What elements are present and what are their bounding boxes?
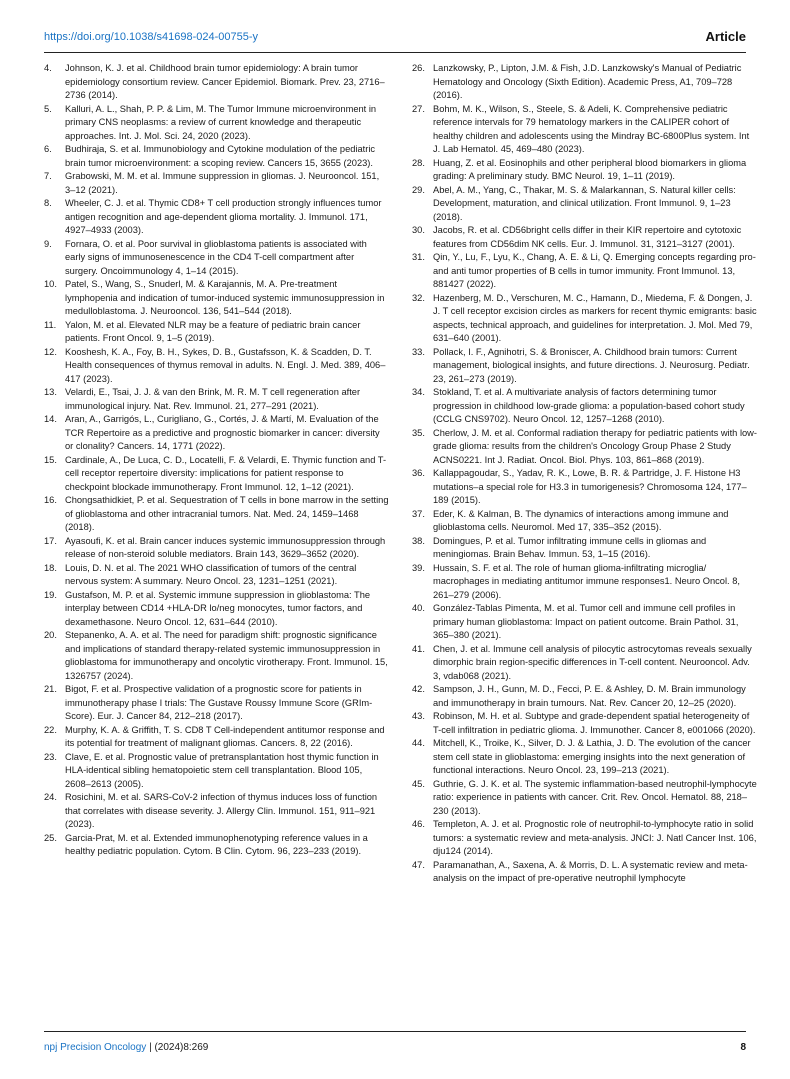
reference-text: Bohm, M. K., Wilson, S., Steele, S. & Adeli, K. Comprehensive pediatric reference intervals for 79 hematology markers in the CALIPER cohort of healthy children and adolescents using the Mindray BC-6800Plus system. Int J. Lab Hematol. 45, 469–480 (2023). [433, 103, 750, 154]
reference-number: 16 . [44, 494, 57, 508]
reference-number: 24 . [44, 791, 57, 805]
section-label: Article [705, 29, 746, 44]
reference-text: Yalon, M. et al. Elevated NLR may be a feature of pediatric brain cancer patients. Front Oncol. 9, 1–5 (2019). [65, 319, 361, 343]
reference-text: Murphy, K. A. & Griffith, T. S. CD8 T Cell-independent antitumor response and its potential for treatment of malignant gliomas. Cancers. 8, 22 (2016). [65, 724, 385, 748]
reference-number: 7 . [44, 170, 52, 184]
reference-number: 20 . [44, 629, 57, 643]
reference-item [44, 386, 389, 413]
reference-number: 36 . [412, 467, 425, 481]
reference-text: Budhiraja, S. et al. Immunobiology and Cytokine modulation of the pediatric brain tumor microenvironment: a scoping review. Cancers 15, 3655 (2023). [65, 144, 376, 168]
reference-item [412, 62, 759, 103]
reference-text: Qin, Y., Lu, F., Lyu, K., Chang, A. E. & Li, Q. Emerging concepts regarding pro- and anti tumor properties of B cells in tumor immunity. Front Immunol. 13, 881427 (2022). [433, 252, 756, 289]
reference-number: 26 . [412, 62, 425, 76]
reference-number: 47 . [412, 859, 425, 873]
reference-number: 45 . [412, 778, 425, 792]
reference-text: Gustafson, M. P. et al. Systemic immune suppression in glioblastoma: The interplay between CD14 +HLA-DR lo/neg monocytes, tumor factors, and dexamethasone. Neuro Oncol. 12, 631–644 (2010). [65, 589, 371, 627]
reference-number: 33 . [412, 346, 425, 360]
reference-item [44, 562, 389, 589]
reference-item [44, 346, 389, 387]
reference-text: Sampson, J. H., Gunn, M. D., Fecci, P. E. & Ashley, D. M. Brain immunology and immunotherapy in brain tumours. Nat. Rev. Cancer 20, 12–25 (2020). [433, 684, 746, 708]
reference-list-right [412, 62, 759, 886]
reference-item [44, 238, 389, 279]
reference-text: Cardinale, A., De Luca, C. D., Locatelli, F. & Velardi, E. Thymic function and T-cell receptor repertoire diversity: implications for patient response to checkpoint blockade immunotherapy. Front Immunol. 12, 1–12 (2021). [65, 454, 387, 492]
page-footer [44, 1042, 746, 1056]
reference-number: 18 . [44, 562, 57, 576]
reference-item [412, 710, 759, 737]
reference-number: 44 . [412, 737, 425, 751]
reference-item [412, 737, 759, 778]
reference-number: 6 . [44, 143, 52, 157]
reference-item [412, 467, 759, 508]
reference-item [44, 454, 389, 495]
reference-item [412, 859, 759, 886]
reference-number: 14 . [44, 413, 57, 427]
reference-text: Kalluri, A. L., Shah, P. P. & Lim, M. The Tumor Immune microenvironment in primary CNS neoplasms: a review of current knowledge and therapeutic approaches. Int. J. Mol. Sci. 24, 2020 (2023). [65, 103, 377, 141]
reference-number: 29 . [412, 184, 425, 198]
footer-rule [44, 1031, 746, 1032]
reference-item [412, 184, 759, 225]
reference-number: 41 . [412, 643, 425, 657]
reference-text: Domingues, P. et al. Tumor infiltrating immune cells in gliomas and meningiomas. Brain Behav. Immun. 53, 1–15 (2016). [433, 535, 707, 559]
reference-item [44, 143, 389, 170]
reference-text: Velardi, E., Tsai, J. J. & van den Brink, M. R. M. T cell regeneration after immunological injury. Nat. Rev. Immunol. 21, 277–291 (2021). [65, 387, 361, 411]
reference-number: 11 . [44, 319, 56, 333]
reference-item [412, 251, 759, 292]
reference-item [44, 170, 389, 197]
page-header [44, 31, 746, 47]
reference-item [44, 589, 389, 630]
reference-number: 5 . [44, 103, 52, 117]
reference-item [412, 508, 759, 535]
reference-number: 23 . [44, 751, 57, 765]
reference-text: Patel, S., Wang, S., Snuderl, M. & Karajannis, M. A. Pre-treatment lymphopenia and indication of tumor-induced systemic immunosuppression in medulloblastoma. J. Neurooncol. 136, 541–544 (2018). [65, 279, 385, 316]
reference-item [412, 224, 759, 251]
reference-text: Kallappagoudar, S., Yadav, R. K., Lowe, B. R. & Partridge, J. F. Histone H3 mutations–a special role for H3.3 in tumorigenesis? Chromosoma 124, 177–189 (2015). [433, 468, 747, 505]
reference-text: Bigot, F. et al. Prospective validation of a prognostic score for patients in immunotherapy phase I trials: The Gustave Roussy Immune Score (GRIm-Score). Eur. J. Cancer 84, 212–218 (2017). [65, 684, 373, 721]
reference-number: 37 . [412, 508, 425, 522]
reference-item [44, 494, 389, 535]
reference-number: 34 . [412, 386, 425, 400]
reference-item [44, 103, 389, 144]
reference-item [44, 278, 389, 319]
reference-item [44, 629, 389, 683]
reference-number: 10 . [44, 278, 57, 292]
reference-number: 8 . [44, 197, 52, 211]
reference-item [44, 683, 389, 724]
reference-item [44, 413, 389, 454]
reference-number: 22 . [44, 724, 57, 738]
reference-number: 12 . [44, 346, 57, 360]
reference-text: Chongsathidkiet, P. et al. Sequestration of T cells in bone marrow in the setting of glioblastoma and other intracranial tumors. Nat. Med. 24, 1459–1468 (2018). [65, 495, 389, 532]
reference-text: Paramanathan, A., Saxena, A. & Morris, D. L. A systematic review and meta-analysis on the impact of pre-operative neutrophil lymphocyte [433, 859, 748, 883]
reference-text: Stepanenko, A. A. et al. The need for paradigm shift: prognostic significance and implications of standard therapy-related systemic immunosuppression in glioblastoma for immunotherapy and oncolytic virotherapy. Front. Immunol. 15, 1326757 (2024). [65, 630, 388, 681]
reference-text: Rosichini, M. et al. SARS-CoV-2 infection of thymus induces loss of function that correlates with disease severity. J. Allergy Clin. Immunol. 151, 911–921 (2023). [65, 792, 378, 829]
reference-item [44, 724, 389, 751]
reference-item [412, 562, 759, 603]
reference-number: 25 . [44, 832, 57, 846]
reference-text: Johnson, K. J. et al. Childhood brain tumor epidemiology: A brain tumor epidemiology consortium review. Cancer Epidemiol. Biomark. Prev. 23, 2716–2736 (2014). [65, 63, 385, 100]
reference-number: 42 . [412, 683, 425, 697]
reference-item [44, 62, 389, 103]
reference-item [44, 197, 389, 238]
reference-text: Kooshesh, K. A., Foy, B. H., Sykes, D. B., Gustafsson, K. & Scadden, D. T. Health consequences of thymus removal in adults. N. Engl. J. Med. 389, 406–417 (2023). [65, 346, 386, 384]
reference-text: Robinson, M. H. et al. Subtype and grade-dependent spatial heterogeneity of T-cell infiltration in pediatric glioma. J. Immunother. Cancer 8, e001066 (2020). [433, 711, 756, 735]
reference-item [412, 292, 759, 346]
reference-number: 39 . [412, 562, 425, 576]
reference-item [44, 751, 389, 792]
journal-name: npj Precision Oncology [44, 1042, 147, 1053]
reference-number: 32 . [412, 292, 425, 306]
reference-text: Hussain, S. F. et al. The role of human glioma-infiltrating microglia/ macrophages in mediating antitumor immune responses1. Neuro Oncol. 8, 261–279 (2006). [433, 562, 740, 600]
header-rule [44, 52, 746, 53]
reference-text: Chen, J. et al. Immune cell analysis of pilocytic astrocytomas reveals sexually dimorphic brain region-specific differences in T-cell content. Neurooncol. Adv. 3, vdab068 (2021). [433, 643, 752, 681]
reference-text: Mitchell, K., Troike, K., Silver, D. J. & Lathia, J. D. The evolution of the cancer stem cell state in glioblastoma: emerging insights into the next generation of functional interactions. Neuro Oncol. 23, 199–213 (2021). [433, 738, 751, 775]
reference-text: Clave, E. et al. Prognostic value of pretransplantation host thymic function in HLA-identical sibling hematopoietic stem cell transplantation. Blood 105, 2608–2613 (2005). [65, 751, 379, 789]
reference-text: Guthrie, G. J. K. et al. The systemic inflammation-based neutrophil-lymphocyte ratio: experience in patients with cancer. Crit. Rev. Oncol. Hematol. 88, 218–230 (2013). [433, 778, 757, 816]
reference-text: Huang, Z. et al. Eosinophils and other peripheral blood biomarkers in glioma grading: A preliminary study. BMC Neurol. 19, 1–11 (2019). [433, 157, 747, 181]
reference-text: Ayasoufi, K. et al. Brain cancer induces systemic immunosuppression through release of non-steroid soluble mediators. Brain 143, 3629–3652 (2020). [65, 535, 386, 559]
reference-item [44, 319, 389, 346]
reference-number: 35 . [412, 427, 425, 441]
reference-item [44, 535, 389, 562]
reference-item [412, 535, 759, 562]
reference-number: 15 . [44, 454, 57, 468]
journal-issue: | (2024)8:269 [149, 1042, 209, 1053]
reference-text: Grabowski, M. M. et al. Immune suppression in gliomas. J. Neurooncol. 151, 3–12 (2021). [65, 171, 380, 195]
reference-item [412, 602, 759, 643]
reference-text: Abel, A. M., Yang, C., Thakar, M. S. & Malarkannan, S. Natural killer cells: Development, maturation, and clinical utilization. Front Immunol. 9, 1–23 (2018). [433, 184, 736, 222]
reference-number: 46 . [412, 818, 425, 832]
reference-number: 13 . [44, 386, 57, 400]
reference-item [412, 683, 759, 710]
reference-item [44, 832, 389, 859]
reference-item [412, 778, 759, 819]
reference-number: 27 . [412, 103, 425, 117]
reference-number: 28 . [412, 157, 425, 171]
reference-text: Lanzkowsky, P., Lipton, J.M. & Fish, J.D. Lanzkowsky's Manual of Pediatric Hematology and Oncology (Sixth Edition). Academic Press, A1, 709–728 (2016). [433, 63, 742, 100]
reference-text: Fornara, O. et al. Poor survival in glioblastoma patients is associated with early signs of immunosenescence in the CD4 T-cell compartment after surgery. Oncoimmunology 4, 1–14 (2015). [65, 238, 367, 276]
reference-item [412, 643, 759, 684]
reference-text: Garcia-Prat, M. et al. Extended immunophenotyping reference values in a healthy pediatric population. Cytom. B Clin. Cytom. 96, 223–233 (2019). [65, 832, 368, 856]
doi-link[interactable]: https://doi.org/10.1038/s41698-024-00755-y [44, 31, 259, 43]
reference-number: 19 . [44, 589, 57, 603]
reference-text: Louis, D. N. et al. The 2021 WHO classification of tumors of the central nervous system: A summary. Neuro Oncol. 23, 1231–1251 (2021). [65, 562, 357, 586]
references-right-column [412, 62, 759, 886]
reference-number: 43 . [412, 710, 425, 724]
reference-number: 40 . [412, 602, 425, 616]
reference-number: 21 . [44, 683, 57, 697]
reference-number: 9 . [44, 238, 52, 252]
reference-number: 31 . [412, 251, 425, 265]
reference-number: 17 . [44, 535, 57, 549]
reference-text: Cherlow, J. M. et al. Conformal radiation therapy for pediatric patients with low-grade glioma: results from the children's Oncology Group Phase 2 Study ACNS0221. Int J. Radiat. Oncol. Biol. Phys. 103, 861–868 (2019). [433, 427, 757, 465]
reference-item [44, 791, 389, 832]
reference-number: 38 . [412, 535, 425, 549]
reference-text: Wheeler, C. J. et al. Thymic CD8+ T cell production strongly influences tumor antigen recognition and age-dependent glioma mortality. J. Immunol. 171, 4927–4933 (2003). [65, 198, 382, 235]
reference-item [412, 427, 759, 468]
reference-number: 4 . [44, 62, 52, 76]
reference-text: Aran, A., Garrigós, L., Curigliano, G., Cortés, J. & Martí, M. Evaluation of the TCR Repertoire as a predictive and prognostic biomarker in cancer: diversity or clonality? Cancers. 14, 1771 (2022). [65, 414, 380, 451]
reference-text: Templeton, A. J. et al. Prognostic role of neutrophil-to-lymphocyte ratio in solid tumors: a systematic review and meta-analysis. JNCI: J. Natl Cancer Inst. 106, dju124 (2014). [433, 819, 757, 856]
reference-text: Hazenberg, M. D., Verschuren, M. C., Hamann, D., Miedema, F. & Dongen, J. J. T cell receptor excision circles as markers for recent thymic emigrants: basic aspects, technical approach, and guidelines for interpretation. J. Mol. Med 79, 631–640 (2001). [433, 292, 757, 343]
reference-text: Pollack, I. F., Agnihotri, S. & Broniscer, A. Childhood brain tumors: Current management, biological insights, and future directions. J. Neurosurg. Pediatr. 23, 261–273 (2019). [433, 346, 750, 384]
reference-number: 30 . [412, 224, 425, 238]
reference-item [412, 157, 759, 184]
reference-item [412, 103, 759, 157]
page-number: 8 [740, 1042, 746, 1053]
reference-item [412, 346, 759, 387]
reference-list-left [44, 62, 389, 859]
reference-text: González-Tablas Pimenta, M. et al. Tumor cell and immune cell profiles in primary human glioblastoma: Impact on patient outcome. Brain Pathol. 31, 365–380 (2021). [433, 603, 739, 640]
reference-text: Eder, K. & Kalman, B. The dynamics of interactions among immune and glioblastoma cells. Neuromol. Med 17, 335–352 (2015). [433, 508, 729, 532]
references-left-column [44, 62, 389, 859]
reference-text: Jacobs, R. et al. CD56bright cells differ in their KIR repertoire and cytotoxic features from CD56dim NK cells. Eur. J. Immunol. 31, 3121–3127 (2001). [433, 225, 742, 249]
reference-text: Stokland, T. et al. A multivariate analysis of factors determining tumor progression in childhood low-grade glioma: a population-based cohort study (CCLG CNS9702). Neuro Oncol. 12, 1257–1268 (2010). [433, 387, 745, 424]
reference-item [412, 386, 759, 427]
reference-item [412, 818, 759, 859]
